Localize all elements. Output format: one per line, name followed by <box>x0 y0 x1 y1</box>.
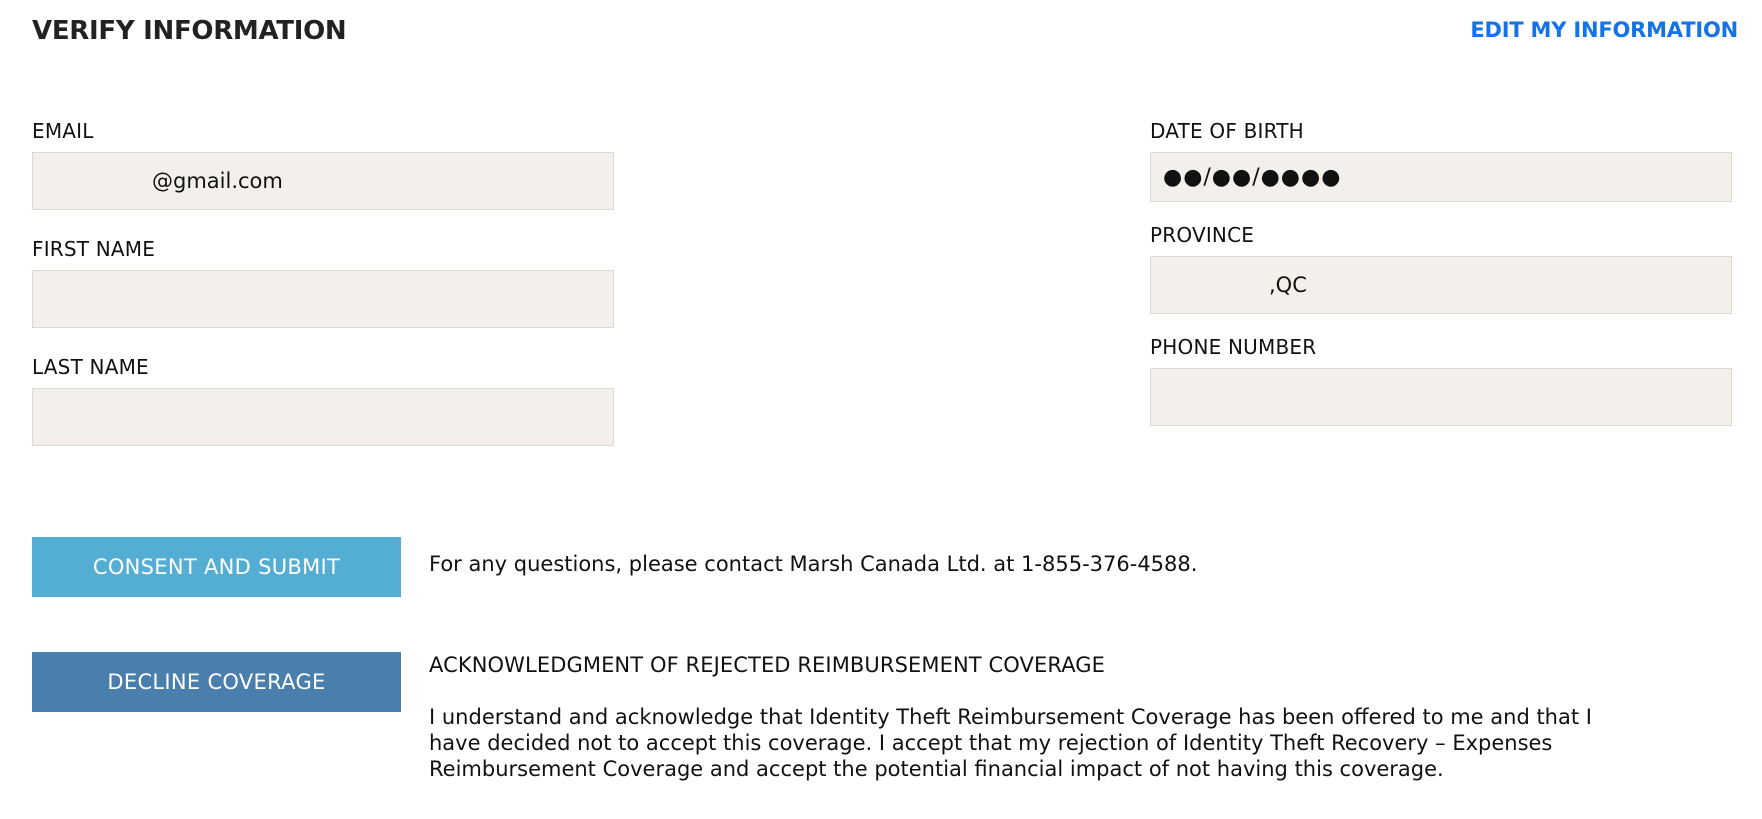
province-label: PROVINCE <box>1150 223 1255 247</box>
last-name-label: LAST NAME <box>32 355 149 379</box>
last-name-field[interactable] <box>32 388 614 446</box>
acknowledgment-title: ACKNOWLEDGMENT OF REJECTED REIMBURSEMENT COVERAGE <box>429 653 1106 677</box>
first-name-field[interactable] <box>32 270 614 328</box>
email-field[interactable] <box>32 152 614 210</box>
acknowledgment-body: I understand and acknowledge that Identity Theft Reimbursement Coverage has been offered to me and that I have decided not to accept this coverage. I accept that my rejection of Identity Theft Recovery – Expenses Reimbursement Coverage and accept the potential financial impact of not having this coverage. <box>429 705 1592 781</box>
province-field[interactable] <box>1150 256 1732 314</box>
page-title: VERIFY INFORMATION <box>32 16 347 46</box>
form-column-right <box>1150 118 1732 446</box>
edit-my-information-link[interactable]: EDIT MY INFORMATION <box>1470 18 1738 42</box>
first-name-label: FIRST NAME <box>32 237 156 261</box>
phone-number-field[interactable] <box>1150 368 1732 426</box>
decline-coverage-button[interactable]: DECLINE COVERAGE <box>32 652 401 712</box>
date-of-birth-field[interactable] <box>1150 152 1732 202</box>
date-of-birth-label: DATE OF BIRTH <box>1150 119 1304 143</box>
form-column-left <box>32 118 614 472</box>
consent-and-submit-button[interactable]: CONSENT AND SUBMIT <box>32 537 401 597</box>
phone-number-label: PHONE NUMBER <box>1150 335 1317 359</box>
contact-info-text: For any questions, please contact Marsh Canada Ltd. at 1-855-376-4588. <box>429 552 1198 576</box>
email-label: EMAIL <box>32 119 94 143</box>
